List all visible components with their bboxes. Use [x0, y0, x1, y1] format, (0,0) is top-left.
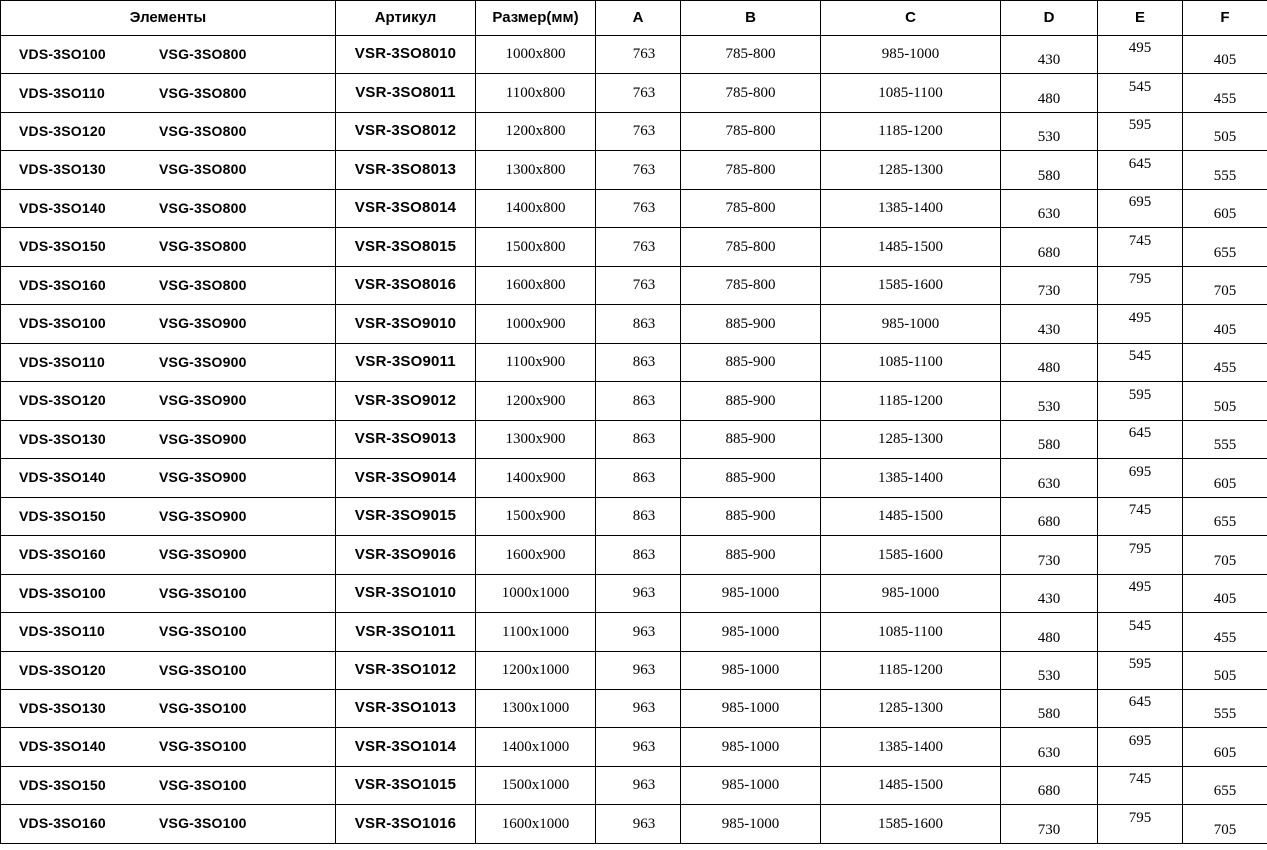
cell-c: 985-1000: [821, 574, 1001, 612]
cell-a: 763: [602, 228, 687, 266]
cell-article: VSR-3SO9011: [336, 343, 476, 381]
cell-size: 1400x1000: [476, 728, 596, 766]
table-row: [1, 459, 1267, 497]
cell-c: 1285-1300: [821, 151, 1001, 189]
element-code-secondary: VSG-3SO900: [159, 470, 247, 485]
table-row: [1, 805, 1267, 844]
cell-d: 680: [1001, 234, 1098, 272]
cell-e: 695: [1098, 722, 1183, 760]
cell-a: 763: [602, 74, 687, 112]
cell-f: 705: [1183, 272, 1267, 310]
cell-a: 863: [602, 420, 687, 458]
cell-c: 985-1000: [821, 36, 1001, 74]
cell-article: VSR-3SO8011: [336, 74, 476, 112]
cell-e: 795: [1098, 530, 1183, 568]
cell-c: 1085-1100: [821, 613, 1001, 651]
cell-b: 785-800: [681, 266, 821, 304]
cell-b: 785-800: [681, 36, 821, 74]
cell-f: 455: [1183, 80, 1267, 118]
element-code-primary: VDS-3SO150: [19, 509, 159, 524]
element-code-primary: VDS-3SO120: [19, 663, 159, 678]
column-header-c: C: [821, 1, 1001, 36]
cell-c: 1485-1500: [821, 497, 1001, 535]
cell-e: 795: [1098, 799, 1183, 838]
cell-e: 645: [1098, 683, 1183, 721]
table-row: [1, 536, 1267, 574]
cell-c: 1485-1500: [821, 228, 1001, 266]
cell-size: 1600x1000: [476, 805, 596, 844]
element-code-primary: VDS-3SO110: [19, 624, 159, 639]
cell-article: VSR-3SO8014: [336, 189, 476, 227]
cell-size: 1300x1000: [476, 689, 596, 727]
cell-a: 863: [602, 382, 687, 420]
table-row: [1, 112, 1267, 150]
element-code-primary: VDS-3SO110: [19, 86, 159, 101]
element-code-primary: VDS-3SO140: [19, 201, 159, 216]
table-row: [1, 497, 1267, 535]
cell-c: 1285-1300: [821, 420, 1001, 458]
cell-e: 595: [1098, 376, 1183, 414]
cell-b: 885-900: [681, 536, 821, 574]
element-code-primary: VDS-3SO130: [19, 162, 159, 177]
cell-size: 1100x900: [476, 343, 596, 381]
cell-a: 763: [602, 266, 687, 304]
cell-e: 595: [1098, 106, 1183, 144]
cell-e: 495: [1098, 568, 1183, 606]
cell-c: 985-1000: [821, 305, 1001, 343]
cell-elements: [1, 651, 336, 689]
cell-e: 745: [1098, 491, 1183, 529]
cell-a: 863: [602, 343, 687, 381]
cell-size: 1000x1000: [476, 574, 596, 612]
cell-e: 645: [1098, 145, 1183, 183]
cell-f: 455: [1183, 619, 1267, 657]
cell-a: 763: [602, 112, 687, 150]
cell-c: 1085-1100: [821, 74, 1001, 112]
cell-b: 885-900: [681, 305, 821, 343]
table-row: [1, 651, 1267, 689]
cell-elements: [1, 459, 336, 497]
cell-e: 795: [1098, 260, 1183, 298]
column-header-e: E: [1098, 1, 1183, 36]
cell-b: 785-800: [681, 189, 821, 227]
column-header-b: B: [681, 1, 821, 36]
cell-size: 1300x800: [476, 151, 596, 189]
cell-article: VSR-3SO9012: [336, 382, 476, 420]
cell-d: 730: [1001, 542, 1098, 580]
cell-article: VSR-3SO1012: [336, 651, 476, 689]
element-code-primary: VDS-3SO110: [19, 355, 159, 370]
cell-c: 1085-1100: [821, 343, 1001, 381]
cell-elements: [1, 420, 336, 458]
cell-elements: [1, 112, 336, 150]
cell-e: 545: [1098, 68, 1183, 106]
cell-size: 1200x1000: [476, 651, 596, 689]
cell-article: VSR-3SO9010: [336, 305, 476, 343]
element-code-secondary: VSG-3SO900: [159, 316, 247, 331]
element-code-secondary: VSG-3SO100: [159, 624, 247, 639]
cell-b: 785-800: [681, 228, 821, 266]
cell-f: 405: [1183, 311, 1267, 349]
cell-e: 495: [1098, 299, 1183, 337]
cell-c: 1385-1400: [821, 459, 1001, 497]
cell-d: 630: [1001, 195, 1098, 233]
cell-f: 455: [1183, 349, 1267, 387]
cell-f: 705: [1183, 811, 1267, 850]
cell-b: 785-800: [681, 74, 821, 112]
cell-a: 763: [602, 36, 687, 74]
element-code-secondary: VSG-3SO800: [159, 124, 247, 139]
cell-size: 1300x900: [476, 420, 596, 458]
element-code-primary: VDS-3SO100: [19, 47, 159, 62]
cell-c: 1185-1200: [821, 382, 1001, 420]
element-code-secondary: VSG-3SO900: [159, 509, 247, 524]
cell-article: VSR-3SO1010: [336, 574, 476, 612]
element-code-primary: VDS-3SO140: [19, 470, 159, 485]
table-row: [1, 151, 1267, 189]
table-row: [1, 189, 1267, 227]
cell-c: 1485-1500: [821, 766, 1001, 804]
cell-f: 655: [1183, 503, 1267, 541]
column-header-elements: Элементы: [1, 1, 336, 36]
cell-article: VSR-3SO1013: [336, 689, 476, 727]
element-code-secondary: VSG-3SO800: [159, 201, 247, 216]
cell-elements: [1, 766, 336, 804]
cell-article: VSR-3SO8015: [336, 228, 476, 266]
element-code-secondary: VSG-3SO900: [159, 355, 247, 370]
cell-e: 745: [1098, 222, 1183, 260]
cell-elements: [1, 228, 336, 266]
cell-e: 645: [1098, 414, 1183, 452]
cell-b: 985-1000: [681, 805, 821, 844]
cell-elements: [1, 151, 336, 189]
cell-size: 1600x800: [476, 266, 596, 304]
element-code-primary: VDS-3SO130: [19, 432, 159, 447]
table-row: [1, 343, 1267, 381]
cell-a: 963: [602, 689, 687, 727]
cell-d: 580: [1001, 157, 1098, 195]
element-code-secondary: VSG-3SO100: [159, 663, 247, 678]
cell-c: 1285-1300: [821, 689, 1001, 727]
cell-a: 763: [602, 151, 687, 189]
cell-d: 680: [1001, 772, 1098, 810]
cell-d: 730: [1001, 811, 1098, 850]
element-code-primary: VDS-3SO100: [19, 316, 159, 331]
cell-a: 863: [602, 305, 687, 343]
cell-size: 1000x800: [476, 36, 596, 74]
cell-a: 863: [602, 536, 687, 574]
table-row: [1, 420, 1267, 458]
cell-a: 963: [602, 805, 687, 844]
table-row: [1, 728, 1267, 766]
cell-a: 763: [602, 189, 687, 227]
column-header-article: Артикул: [336, 1, 476, 36]
cell-e: 545: [1098, 337, 1183, 375]
cell-e: 545: [1098, 607, 1183, 645]
cell-size: 1100x800: [476, 74, 596, 112]
cell-f: 405: [1183, 42, 1267, 80]
table-row: [1, 689, 1267, 727]
cell-a: 863: [602, 497, 687, 535]
cell-elements: [1, 574, 336, 612]
element-code-secondary: VSG-3SO800: [159, 239, 247, 254]
cell-c: 1185-1200: [821, 112, 1001, 150]
element-code-secondary: VSG-3SO800: [159, 86, 247, 101]
cell-size: 1500x800: [476, 228, 596, 266]
element-code-primary: VDS-3SO150: [19, 239, 159, 254]
element-code-secondary: VSG-3SO100: [159, 739, 247, 754]
cell-article: VSR-3SO1015: [336, 766, 476, 804]
cell-b: 985-1000: [681, 574, 821, 612]
cell-d: 430: [1001, 42, 1098, 80]
cell-b: 985-1000: [681, 766, 821, 804]
column-header-a: A: [596, 1, 681, 36]
cell-elements: [1, 689, 336, 727]
cell-b: 785-800: [681, 151, 821, 189]
cell-f: 555: [1183, 426, 1267, 464]
cell-d: 680: [1001, 503, 1098, 541]
cell-article: VSR-3SO1011: [336, 613, 476, 651]
table-row: [1, 766, 1267, 804]
cell-d: 430: [1001, 580, 1098, 618]
cell-b: 885-900: [681, 497, 821, 535]
element-code-primary: VDS-3SO150: [19, 778, 159, 793]
cell-b: 985-1000: [681, 613, 821, 651]
table-row: [1, 574, 1267, 612]
cell-size: 1000x900: [476, 305, 596, 343]
cell-d: 480: [1001, 349, 1098, 387]
element-code-secondary: VSG-3SO800: [159, 162, 247, 177]
cell-article: VSR-3SO9016: [336, 536, 476, 574]
cell-elements: [1, 305, 336, 343]
cell-elements: [1, 728, 336, 766]
cell-a: 963: [602, 728, 687, 766]
cell-size: 1400x800: [476, 189, 596, 227]
element-code-secondary: VSG-3SO900: [159, 432, 247, 447]
table-row: [1, 74, 1267, 112]
element-code-primary: VDS-3SO140: [19, 739, 159, 754]
cell-size: 1200x900: [476, 382, 596, 420]
cell-b: 785-800: [681, 112, 821, 150]
cell-b: 985-1000: [681, 689, 821, 727]
element-code-secondary: VSG-3SO100: [159, 816, 247, 831]
element-code-primary: VDS-3SO120: [19, 124, 159, 139]
cell-elements: [1, 266, 336, 304]
cell-c: 1185-1200: [821, 651, 1001, 689]
cell-a: 963: [602, 574, 687, 612]
cell-f: 605: [1183, 465, 1267, 503]
cell-d: 530: [1001, 388, 1098, 426]
cell-b: 885-900: [681, 343, 821, 381]
table-row: [1, 613, 1267, 651]
cell-size: 1100x1000: [476, 613, 596, 651]
element-code-primary: VDS-3SO160: [19, 278, 159, 293]
element-code-secondary: VSG-3SO900: [159, 393, 247, 408]
cell-d: 580: [1001, 695, 1098, 733]
cell-elements: [1, 36, 336, 74]
cell-f: 655: [1183, 772, 1267, 810]
cell-article: VSR-3SO8016: [336, 266, 476, 304]
cell-article: VSR-3SO9014: [336, 459, 476, 497]
table-row: [1, 266, 1267, 304]
element-code-primary: VDS-3SO130: [19, 701, 159, 716]
element-code-secondary: VSG-3SO800: [159, 47, 247, 62]
cell-elements: [1, 189, 336, 227]
cell-article: VSR-3SO8010: [336, 36, 476, 74]
cell-e: 495: [1098, 30, 1183, 68]
column-header-size: Размер(мм): [476, 1, 596, 36]
column-header-d: D: [1001, 1, 1098, 36]
cell-size: 1400x900: [476, 459, 596, 497]
element-code-secondary: VSG-3SO100: [159, 701, 247, 716]
cell-size: 1500x900: [476, 497, 596, 535]
element-code-secondary: VSG-3SO100: [159, 586, 247, 601]
cell-d: 630: [1001, 465, 1098, 503]
cell-article: VSR-3SO1014: [336, 728, 476, 766]
element-code-secondary: VSG-3SO100: [159, 778, 247, 793]
cell-c: 1385-1400: [821, 189, 1001, 227]
element-code-primary: VDS-3SO100: [19, 586, 159, 601]
cell-elements: [1, 343, 336, 381]
element-code-secondary: VSG-3SO800: [159, 278, 247, 293]
cell-d: 530: [1001, 118, 1098, 156]
cell-d: 480: [1001, 619, 1098, 657]
cell-f: 555: [1183, 695, 1267, 733]
cell-d: 480: [1001, 80, 1098, 118]
cell-a: 963: [602, 766, 687, 804]
cell-d: 430: [1001, 311, 1098, 349]
cell-b: 885-900: [681, 420, 821, 458]
element-code-primary: VDS-3SO160: [19, 547, 159, 562]
cell-e: 595: [1098, 645, 1183, 683]
cell-article: VSR-3SO9015: [336, 497, 476, 535]
element-code-primary: VDS-3SO120: [19, 393, 159, 408]
cell-e: 695: [1098, 183, 1183, 221]
cell-a: 963: [602, 613, 687, 651]
cell-f: 605: [1183, 195, 1267, 233]
cell-a: 963: [602, 651, 687, 689]
cell-d: 730: [1001, 272, 1098, 310]
cell-elements: [1, 74, 336, 112]
cell-elements: [1, 613, 336, 651]
element-code-primary: VDS-3SO160: [19, 816, 159, 831]
cell-f: 605: [1183, 734, 1267, 772]
table-body: [1, 36, 1267, 844]
cell-b: 985-1000: [681, 728, 821, 766]
cell-b: 885-900: [681, 459, 821, 497]
cell-f: 705: [1183, 542, 1267, 580]
cell-elements: [1, 382, 336, 420]
table-row: [1, 382, 1267, 420]
table-row: [1, 36, 1267, 74]
cell-f: 505: [1183, 657, 1267, 695]
cell-c: 1585-1600: [821, 805, 1001, 844]
column-header-f: F: [1183, 1, 1267, 36]
cell-f: 555: [1183, 157, 1267, 195]
cell-size: 1200x800: [476, 112, 596, 150]
cell-b: 985-1000: [681, 651, 821, 689]
cell-c: 1385-1400: [821, 728, 1001, 766]
cell-e: 695: [1098, 453, 1183, 491]
cell-c: 1585-1600: [821, 266, 1001, 304]
cell-c: 1585-1600: [821, 536, 1001, 574]
cell-elements: [1, 805, 336, 844]
cell-d: 530: [1001, 657, 1098, 695]
cell-elements: [1, 497, 336, 535]
table-row: [1, 228, 1267, 266]
cell-d: 580: [1001, 426, 1098, 464]
table-header-row: [1, 1, 1267, 36]
table-row: [1, 305, 1267, 343]
cell-size: 1600x900: [476, 536, 596, 574]
cell-f: 405: [1183, 580, 1267, 618]
cell-article: VSR-3SO9013: [336, 420, 476, 458]
cell-article: VSR-3SO8012: [336, 112, 476, 150]
cell-elements: [1, 536, 336, 574]
cell-f: 505: [1183, 118, 1267, 156]
cell-article: VSR-3SO8013: [336, 151, 476, 189]
cell-a: 863: [602, 459, 687, 497]
cell-f: 655: [1183, 234, 1267, 272]
cell-b: 885-900: [681, 382, 821, 420]
element-code-secondary: VSG-3SO900: [159, 547, 247, 562]
cell-f: 505: [1183, 388, 1267, 426]
cell-article: VSR-3SO1016: [336, 805, 476, 844]
cell-d: 630: [1001, 734, 1098, 772]
cell-e: 745: [1098, 760, 1183, 798]
cell-size: 1500x1000: [476, 766, 596, 804]
